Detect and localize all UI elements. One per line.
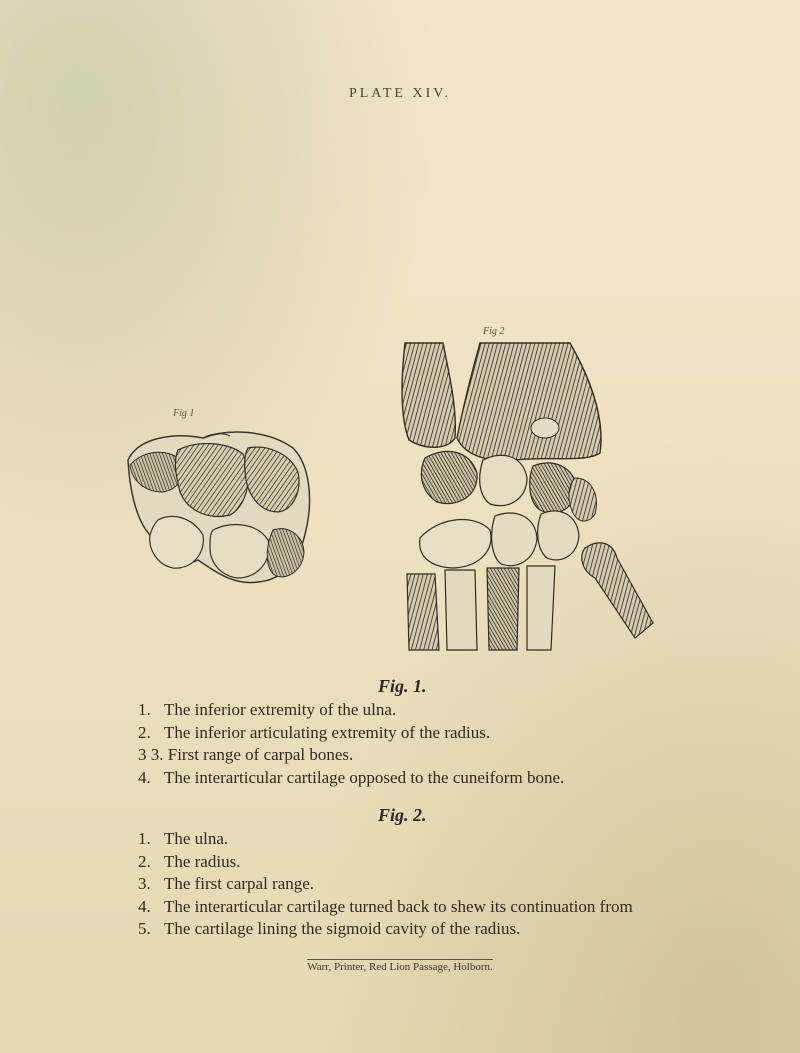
- item-number: 4.: [138, 767, 151, 787]
- list-item: [138, 722, 564, 745]
- fig-2-caption-list: [138, 828, 633, 941]
- fig-2-illustration: [395, 338, 660, 656]
- item-number: 3 3.: [138, 745, 164, 764]
- item-number: 1.: [138, 700, 151, 719]
- list-item: [138, 873, 633, 896]
- item-text: The radius.: [163, 851, 241, 871]
- list-item: [138, 828, 633, 851]
- item-number: 3.: [138, 874, 151, 893]
- fig-1-illustration: [118, 420, 318, 590]
- item-text: The interarticular cartilage opposed to the cuneiform bone.: [163, 767, 565, 787]
- item-text: The inferior articulating extremity of the radius.: [163, 722, 491, 742]
- item-number: 2.: [138, 851, 151, 871]
- fig-2-label: Fig 2: [483, 326, 505, 337]
- list-item: [138, 851, 633, 874]
- item-text: The interarticular cartilage turned back to shew its continuation from: [163, 896, 633, 916]
- fig-1-caption-heading: Fig. 1.: [378, 676, 427, 696]
- printer-imprint: [0, 961, 800, 973]
- printer-text: Warr, Printer, Red Lion Passage, Holborn.: [307, 961, 493, 973]
- item-number: 4.: [138, 896, 151, 916]
- item-number: 5.: [138, 919, 151, 938]
- item-text: The ulna.: [163, 829, 229, 848]
- list-item: [138, 744, 564, 767]
- fig-1-label: Fig 1: [173, 408, 195, 419]
- item-text: The inferior extremity of the ulna.: [163, 700, 397, 719]
- item-text: The cartilage lining the sigmoid cavity of the radius.: [163, 919, 521, 938]
- fig-1-caption-list: [138, 699, 564, 789]
- item-number: 1.: [138, 829, 151, 848]
- ulna-bone: [402, 343, 455, 447]
- list-item: [138, 918, 633, 941]
- list-item: [138, 699, 564, 722]
- fig-2-bones: [402, 343, 653, 650]
- item-text: The first carpal range.: [163, 874, 315, 893]
- list-item: [138, 896, 633, 919]
- fig-2-caption-heading: Fig. 2.: [378, 805, 427, 825]
- item-text: First range of carpal bones.: [167, 745, 354, 764]
- radius-bone: [457, 343, 601, 461]
- fig-1-bones: [128, 432, 310, 583]
- item-number: 2.: [138, 722, 151, 742]
- plate-title: PLATE XIV.: [348, 86, 452, 101]
- list-item: [138, 767, 564, 790]
